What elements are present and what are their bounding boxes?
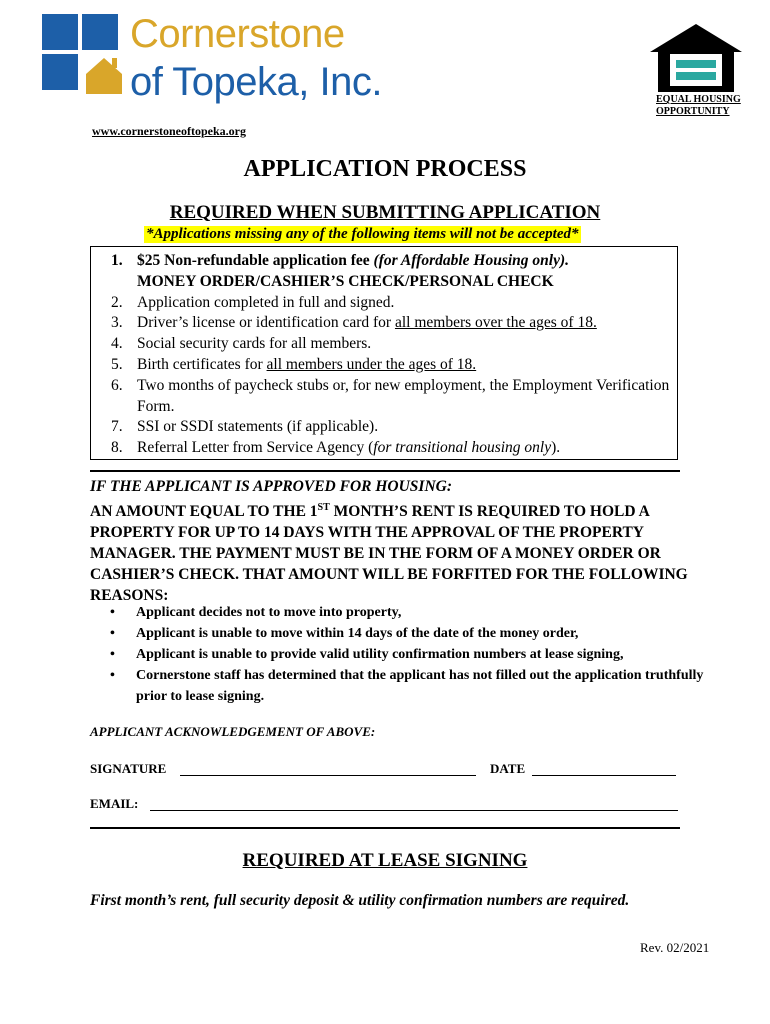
divider — [90, 827, 680, 829]
logo-square-icon — [42, 54, 78, 90]
divider — [90, 470, 680, 472]
cornerstone-logo — [42, 12, 382, 110]
date-field[interactable] — [532, 775, 676, 776]
email-field[interactable] — [150, 810, 678, 811]
lease-signing-heading: REQUIRED AT LEASE SIGNING — [242, 850, 528, 871]
email-label: EMAIL: — [90, 796, 139, 811]
list-item: 4. Social security cards for all members. — [111, 335, 372, 353]
revision-label: Rev. 02/2021 — [640, 940, 710, 955]
list-item: • Cornerstone staff has determined that the applicant has not filled out the application truthfully prior to lease signing. — [108, 665, 728, 707]
equal-housing-line1: EQUAL HOUSING — [656, 94, 741, 105]
list-item: • Applicant decides not to move into property, — [108, 602, 728, 623]
equal-housing-icon — [648, 22, 744, 94]
forfeit-reasons-list — [108, 602, 728, 707]
lease-signing-text: First month’s rent, full security deposit & utility confirmation numbers are required. — [90, 892, 630, 909]
list-item: 2. Application completed in full and signed. — [111, 293, 395, 311]
page-title: APPLICATION PROCESS — [243, 156, 527, 182]
list-item: 3. Driver’s license or identification card for all members over the ages of 18. — [111, 314, 597, 332]
required-submitting-heading: REQUIRED WHEN SUBMITTING APPLICATION — [169, 202, 601, 223]
signature-label: SIGNATURE — [90, 761, 167, 776]
approved-heading: IF THE APPLICANT IS APPROVED FOR HOUSING: — [90, 478, 453, 495]
logo-house-icon — [86, 54, 122, 94]
logo-square-icon — [82, 14, 118, 50]
list-item: 6. Two months of paycheck stubs or, for new employment, the Employment Verification Form. — [111, 376, 670, 415]
equal-housing-line2: OPPORTUNITY — [656, 106, 730, 117]
list-item: 1. $25 Non-refundable application fee (for Affordable Housing only). MONEY ORDER/CASHIER’S CHECK/PERSONAL CHECK — [111, 252, 570, 290]
logo-square-icon — [42, 14, 78, 50]
logo-name-line2: of Topeka, Inc. — [130, 60, 382, 104]
approved-body: AN AMOUNT EQUAL TO THE 1ST MONTH’S RENT IS REQUIRED TO HOLD A PROPERTY FOR UP TO 14 DAYS WITH THE APPROVAL OF THE PROPERTY MANAGER. THE PAYMENT MUST BE IN THE FORM OF A MONEY ORDER OR CASHIER’S CHECK. THAT AMOUNT WILL BE FORFITED FOR THE FOLLOWING REASONS: — [90, 502, 688, 605]
required-items-box — [90, 246, 678, 460]
list-item: • Applicant is unable to move within 14 days of the date of the money order, — [108, 623, 728, 644]
list-item: 5. Birth certificates for all members under the ages of 18. — [111, 355, 477, 373]
equal-housing-logo — [648, 22, 744, 122]
acknowledgement-heading: APPLICANT ACKNOWLEDGEMENT OF ABOVE: — [90, 724, 376, 739]
signature-field[interactable] — [180, 775, 476, 776]
list-item: • Applicant is unable to provide valid utility confirmation numbers at lease signing, — [108, 644, 728, 665]
list-item: 8. Referral Letter from Service Agency (for transitional housing only). — [111, 439, 561, 457]
logo-name-line1: Cornerstone — [130, 12, 345, 56]
missing-items-warning: *Applications missing any of the following items will not be accepted* — [146, 226, 579, 242]
website-link[interactable]: www.cornerstoneoftopeka.org — [92, 124, 246, 138]
date-label: DATE — [490, 761, 526, 776]
list-item: 7. SSI or SSDI statements (if applicable). — [111, 418, 379, 436]
required-items-list — [91, 247, 677, 459]
